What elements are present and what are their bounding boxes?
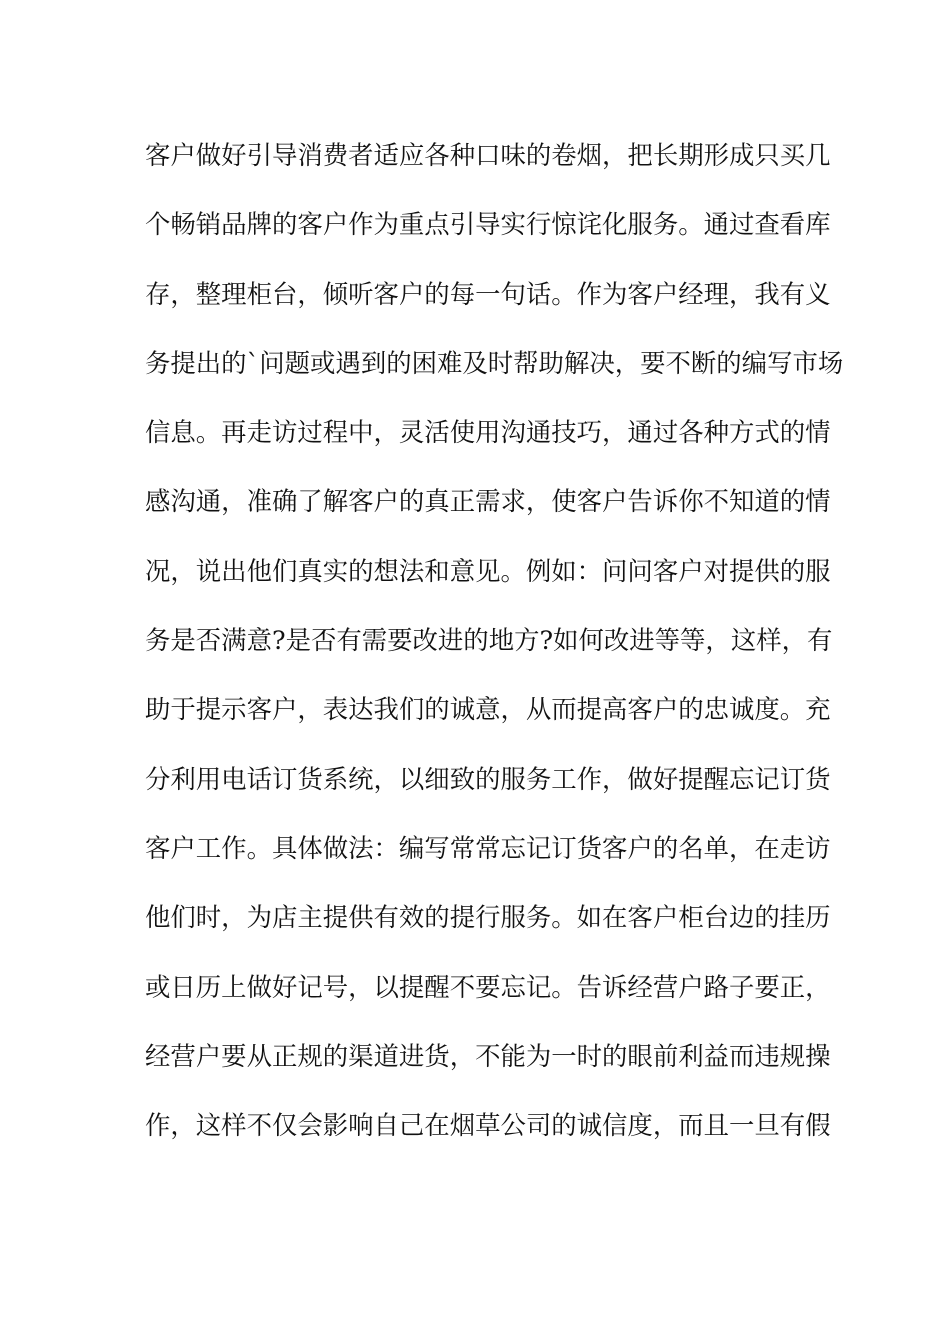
text-line: 感沟通，准确了解客户的真正需求，使客户告诉你不知道的情: [145, 486, 831, 517]
text-line: 助于提示客户，表达我们的诚意，从而提高客户的忠诚度。充: [145, 694, 831, 725]
text-line: 存，整理柜台，倾听客户的每一句话。作为客户经理，我有义: [145, 278, 831, 309]
text-line: 个畅销品牌的客户作为重点引导实行惊诧化服务。通过查看库: [145, 209, 831, 240]
text-line: 作，这样不仅会影响自己在烟草公司的诚信度，而且一旦有假: [145, 1110, 831, 1141]
text-line: 经营户要从正规的渠道进货，不能为一时的眼前利益而违规操: [145, 1040, 831, 1071]
text-line: 务提出的`问题或遇到的困难及时帮助解决，要不断的编写市场: [145, 347, 844, 378]
text-line: 务是否满意?是否有需要改进的地方?如何改进等等，这样，有: [145, 625, 833, 656]
text-line: 分利用电话订货系统，以细致的服务工作，做好提醒忘记订货: [145, 763, 831, 794]
text-line: 他们时，为店主提供有效的提行服务。如在客户柜台边的挂历: [145, 902, 831, 933]
text-line: 客户工作。具体做法：编写常常忘记订货客户的名单，在走访: [145, 832, 831, 863]
text-line: 或日历上做好记号，以提醒不要忘记。告诉经营户路子要正，: [145, 971, 831, 1002]
body-paragraph: [145, 128, 844, 1167]
text-line: 信息。再走访过程中，灵活使用沟通技巧，通过各种方式的情: [145, 417, 831, 448]
text-line: 客户做好引导消费者适应各种口味的卷烟，把长期形成只买几: [145, 140, 831, 170]
text-line: 况，说出他们真实的想法和意见。例如：问问客户对提供的服: [145, 555, 831, 586]
